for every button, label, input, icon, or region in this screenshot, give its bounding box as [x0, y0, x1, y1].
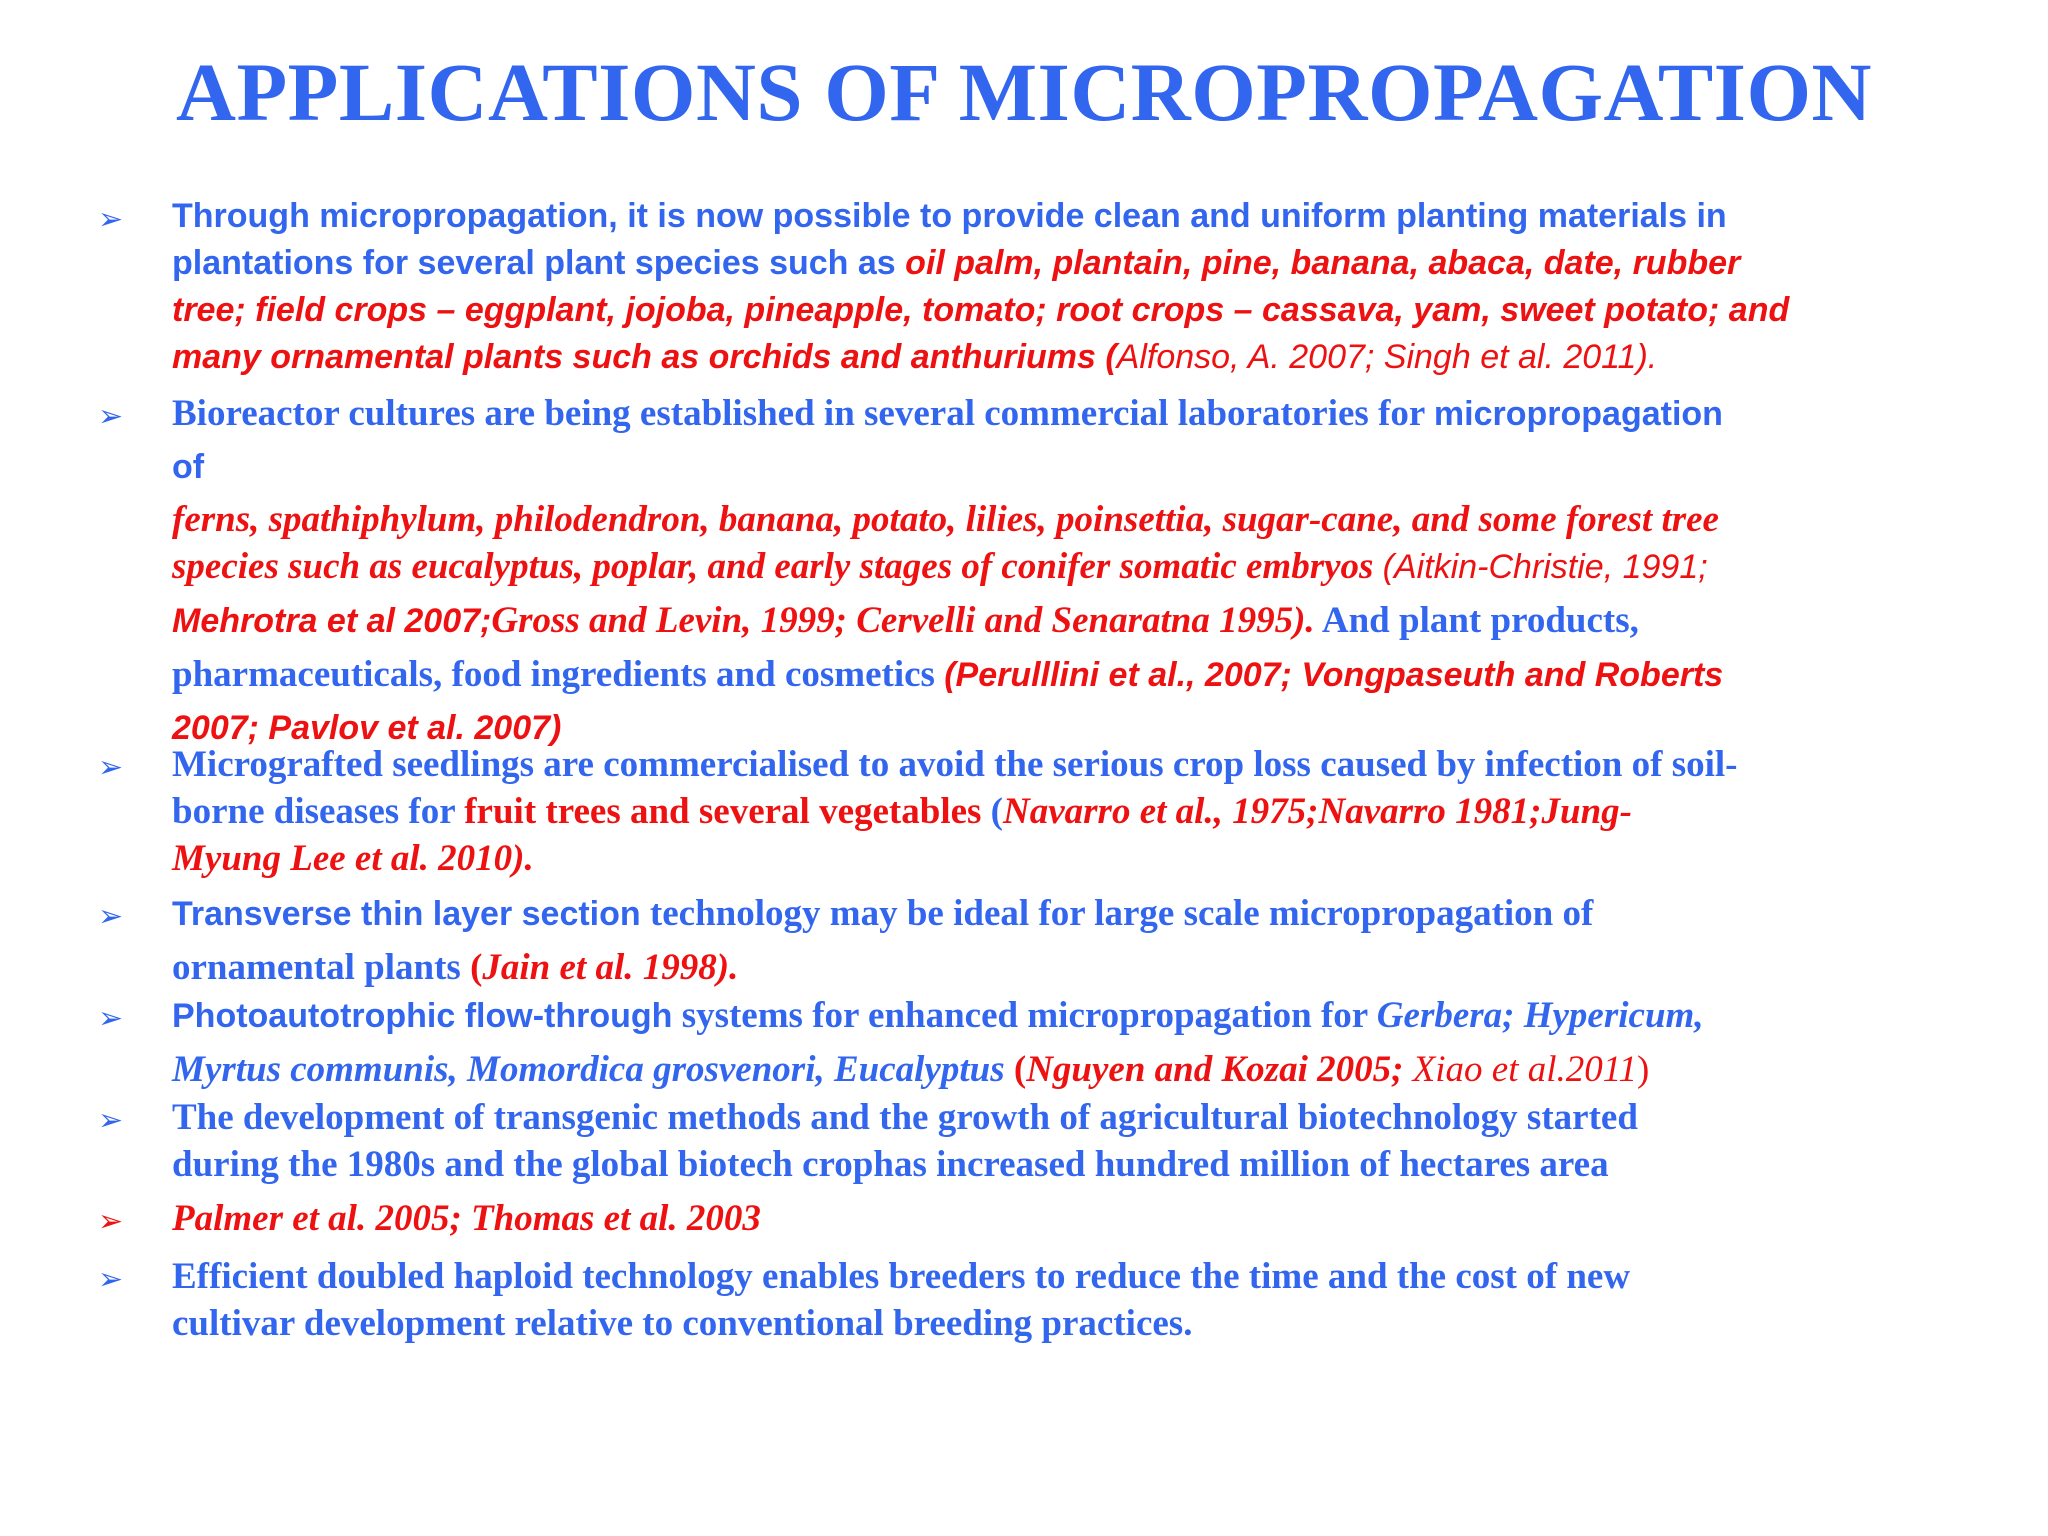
text-run: Myrtus communis, Momordica grosvenori, Eucalyptus: [172, 1049, 1005, 1090]
bullet-1-text: [172, 193, 2017, 381]
text-run: Gerbera; Hypericum,: [1376, 995, 1704, 1036]
line: Palmer et al. 2005; Thomas et al. 2003: [172, 1198, 761, 1239]
line: of: [172, 448, 205, 486]
text-run: fruit trees and several vegetables: [464, 791, 991, 832]
line: The development of transgenic methods and the growth of agricultural biotechnology started: [172, 1097, 1638, 1138]
text-run: Bioreactor cultures are being established in several commercial laboratories for: [172, 393, 1434, 434]
text-run: Efficient doubled haploid: [172, 1256, 583, 1297]
text-run: systems for enhanced micropropagation for: [672, 995, 1377, 1036]
line: [172, 334, 2017, 381]
bullet-arrow-icon: ➢: [98, 1262, 124, 1297]
bullet-4-text: [172, 890, 2017, 991]
line: Myung Lee et al. 2010).: [172, 838, 534, 879]
text-run: (: [470, 947, 483, 988]
text-run: pharmaceuticals, food ingredients and cosmetics: [172, 654, 945, 695]
line: [172, 992, 2017, 1046]
bullet-arrow-icon: ➢: [98, 750, 124, 785]
bullet-arrow-icon: ➢: [98, 1204, 124, 1239]
text-run: plantations for several plant species such as: [172, 244, 906, 282]
text-run: Xiao et al.2011: [1412, 1049, 1638, 1090]
line: [172, 543, 2017, 597]
text-run: Transverse thin layer section: [172, 895, 641, 933]
text-run: ): [1637, 1049, 1650, 1090]
bullet-3-text: [172, 741, 2017, 882]
line: tree; field crops – eggplant, jojoba, pineapple, tomato; root crops – cassava, yam, sweet potato; and: [172, 291, 1790, 329]
line: ferns, spathiphylum, philodendron, banana, potato, lilies, poinsettia, sugar-cane, and some forest tree: [172, 499, 1719, 540]
line: [172, 890, 2017, 944]
bullet-6-text: [172, 1094, 2017, 1188]
line: cultivar development relative to conventional breeding practices.: [172, 1303, 1193, 1344]
text-run: technology enables breeders to reduce the time and the cost of new: [582, 1256, 1631, 1297]
line: 2007; Pavlov et al. 2007): [172, 709, 562, 747]
bullet-arrow-icon: ➢: [98, 202, 124, 237]
text-run: Photoautotrophic flow-through: [172, 997, 673, 1035]
bullet-5-text: [172, 992, 2017, 1093]
bullet-2-text: [172, 390, 2017, 491]
line: [172, 240, 2017, 287]
line: [172, 1253, 2017, 1300]
bullet-arrow-icon: ➢: [98, 1001, 124, 1036]
text-run: Mehrotra et al 2007;: [172, 602, 492, 640]
text-run: Jain et al. 1998).: [482, 947, 739, 988]
bullet-arrow-icon: ➢: [98, 399, 124, 434]
text-run: (: [990, 791, 1003, 832]
text-run: Gross and Levin, 1999; Cervelli and Senaratna 1995).: [491, 600, 1315, 641]
line: Through micropropagation, it is now possible to provide clean and uniform planting materials in: [172, 197, 1727, 235]
text-run: (Aitkin-Christie, 1991;: [1382, 548, 1708, 586]
bullet-arrow-icon: ➢: [98, 1103, 124, 1138]
line: Micrografted seedlings are commercialised to avoid the serious crop loss caused by infection of soil-: [172, 744, 1738, 785]
text-run: species such as eucalyptus, poplar, and early stages of conifer somatic embryos: [172, 546, 1383, 587]
text-run: micropropagation: [1433, 395, 1723, 433]
text-run: oil palm, plantain, pine, banana, abaca, date, rubber: [905, 244, 1741, 282]
text-run: ornamental plants: [172, 947, 471, 988]
bullet-7-text: [172, 1195, 2017, 1242]
bullet-8-text: [172, 1253, 2017, 1347]
line: [172, 390, 2017, 444]
text-run: many ornamental plants such as orchids and anthuriums (: [172, 338, 1117, 376]
bullet-arrow-icon: ➢: [98, 899, 124, 934]
text-run: Nguyen and Kozai 2005;: [1026, 1049, 1413, 1090]
line: [172, 788, 2017, 835]
text-run: technology may be ideal for large scale micropropagation of: [640, 893, 1594, 934]
slide-title: APPLICATIONS OF MICROPROPAGATION: [176, 46, 1872, 138]
text-run: Navarro et al., 1975;Navarro 1981;Jung-: [1003, 791, 1632, 832]
text-run: (Perulllini et al., 2007; Vongpaseuth and Roberts: [944, 656, 1724, 694]
text-run: And plant products,: [1314, 600, 1639, 641]
line: [172, 1046, 2017, 1093]
text-run: (: [1004, 1049, 1027, 1090]
bioreactor-species-text: [172, 496, 2017, 752]
line: [172, 944, 2017, 991]
text-run: Alfonso, A. 2007; Singh et al. 2011).: [1116, 338, 1658, 376]
line: [172, 597, 2017, 651]
line: [172, 651, 2017, 705]
text-run: borne diseases for: [172, 791, 465, 832]
line: during the 1980s and the global biotech crophas increased hundred million of hectares area: [172, 1144, 1609, 1185]
